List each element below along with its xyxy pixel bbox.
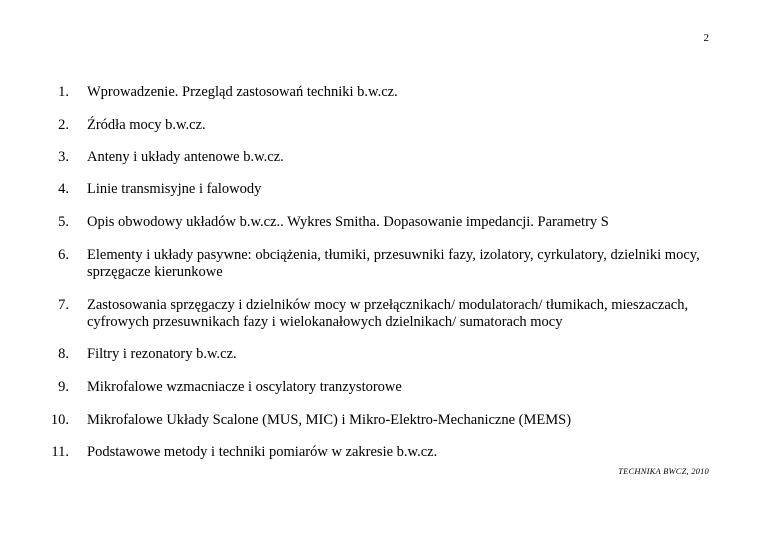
toc-item-text: Mikrofalowe Układy Scalone (MUS, MIC) i Mikro-Elektro-Mechaniczne (MEMS) [87, 412, 572, 428]
toc-item-text: Wprowadzenie. Przegląd zastosowań techniki b.w.cz. [87, 84, 398, 100]
toc-item-text: Linie transmisyjne i falowody [87, 181, 262, 197]
toc-item-text: Zastosowania sprzęgaczy i dzielników mocy w przełącznikach/ modulatorach/ tłumikach, mieszaczach, cyfrowych przesuwnikach fazy i wielokanałowych dzielnikach/ sumatorach mocy [87, 297, 689, 330]
toc-item-text: Podstawowe metody i techniki pomiarów w zakresie b.w.cz. [87, 444, 438, 460]
toc-item-number: 11. [51, 444, 69, 460]
toc-item-text: Mikrofalowe wzmacniacze i oscylatory tranzystorowe [87, 379, 402, 395]
toc-item-text: Anteny i układy antenowe b.w.cz. [87, 149, 284, 165]
toc-item-text: Opis obwodowy układów b.w.cz.. Wykres Smitha. Dopasowanie impedancji. Parametry S [87, 214, 609, 230]
toc-item-number: 5. [58, 214, 69, 230]
page-number: 2 [703, 32, 709, 44]
toc-item-text: Elementy i układy pasywne: obciążenia, tłumiki, przesuwniki fazy, izolatory, cyrkulatory, dzielniki mocy, sprzęgacze kierunkowe [87, 247, 700, 280]
toc-item-text: Filtry i rezonatory b.w.cz. [87, 346, 237, 362]
toc-item-number: 6. [58, 247, 69, 263]
toc-item-number: 10. [50, 412, 69, 428]
footer-label: TECHNIKA BWCZ, 2010 [618, 466, 709, 476]
toc-item-text: Źródła mocy b.w.cz. [87, 117, 206, 133]
toc-item-number: 2. [58, 117, 69, 133]
toc-item-number: 3. [58, 149, 69, 165]
toc-item-number: 4. [58, 181, 69, 197]
toc-item-number: 9. [58, 379, 69, 395]
toc-item-number: 8. [58, 346, 69, 362]
toc-item-number: 7. [58, 297, 69, 313]
toc-item-number: 1. [58, 84, 69, 100]
